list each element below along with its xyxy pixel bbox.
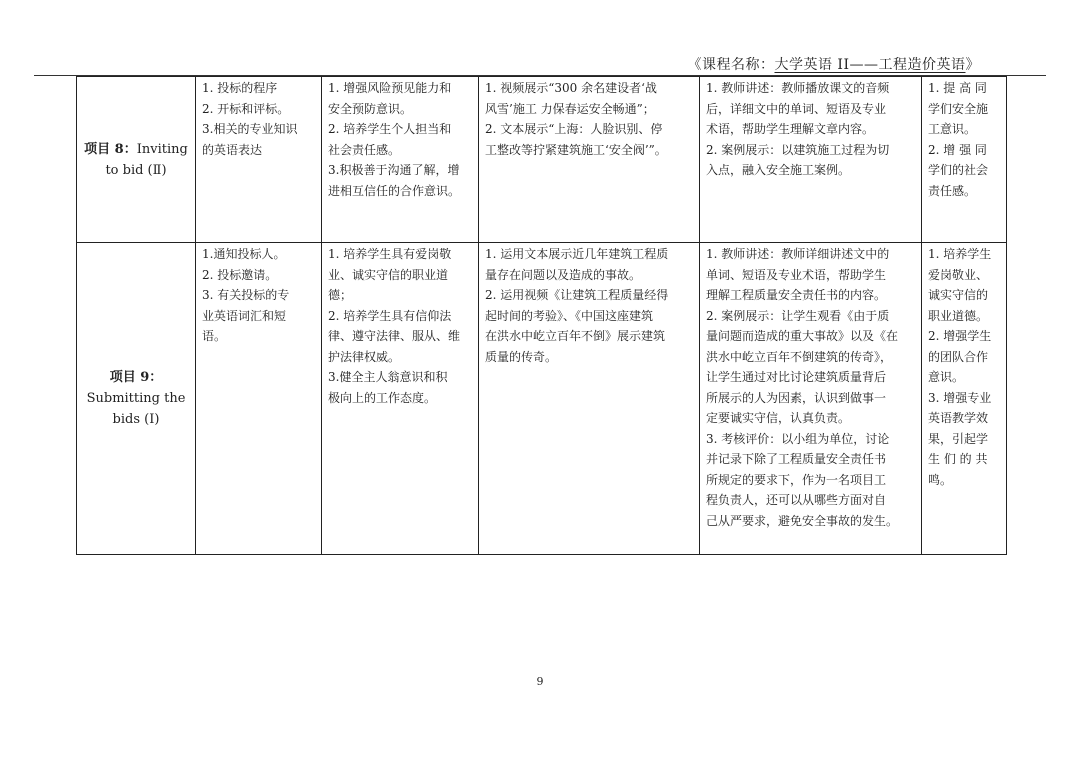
goals-cell: [322, 77, 479, 243]
cell-line: 1. 投标的程序: [202, 81, 278, 95]
goals-cell: [322, 243, 479, 555]
content-cell: [196, 243, 322, 555]
cell-line: 学们安全施: [928, 101, 989, 116]
cell-line: 理解工程质量安全责任书的内容。: [706, 288, 887, 302]
project-subtitle-2: bids (Ⅰ): [112, 412, 160, 427]
resources-cell: [479, 243, 700, 555]
course-header-suffix: 》: [965, 57, 980, 73]
cell-line: 术语，帮助学生理解文章内容。: [706, 122, 875, 136]
cell-line: 工整改等拧紧建筑施工‘安全阀’”。: [485, 142, 667, 157]
cell-line: 起时间的考验》、《中国这座建筑: [485, 308, 654, 323]
cell-line: 安全预防意识。: [328, 101, 413, 116]
cell-line: 程负责人，还可以从哪些方面对自: [706, 493, 887, 507]
cell-line: 让学生通过对比讨论建筑质量背后: [706, 370, 887, 384]
cell-line: 洪水中屹立百年不倒建筑的传奇》，: [706, 349, 893, 364]
effects-cell: [922, 243, 1007, 555]
page-number: 9: [536, 675, 544, 688]
methods-cell: [700, 243, 922, 555]
effects-cell: [922, 77, 1007, 243]
cell-line: 果，引起学: [928, 431, 989, 446]
teaching-plan-table: [76, 76, 1007, 555]
cell-line: 职业道德。: [928, 308, 989, 323]
course-header: [687, 54, 980, 74]
cell-line: 3.相关的专业知识: [202, 122, 298, 136]
cell-line: 定要诚实守信，认真负责。: [706, 411, 851, 425]
cell-line: 2. 运用视频《让建筑工程质量经得: [485, 288, 669, 302]
project-name-cell: [77, 243, 196, 555]
cell-line: 量问题而造成的重大事故》以及《在: [706, 329, 899, 343]
table-row: [77, 77, 1007, 243]
course-name: 大学英语 II——工程造价英语: [774, 57, 966, 73]
cell-line: 责任感。: [928, 183, 977, 198]
resources-cell: [479, 77, 700, 243]
cell-line: 2. 案例展示：以建筑施工过程为切: [706, 142, 890, 157]
cell-line: 己从严要求，避免安全事故的发生。: [706, 513, 899, 528]
cell-line: 1. 教师讲述：教师详细讲述文中的: [706, 247, 890, 261]
cell-line: 在洪水中屹立百年不倒》展示建筑: [485, 329, 666, 343]
cell-line: 诚实守信的: [928, 288, 989, 302]
cell-line: 鸣。: [928, 472, 953, 487]
cell-line: 业、诚实守信的职业道: [328, 267, 449, 282]
cell-line: 后，详细文中的单词、短语及专业: [706, 101, 887, 116]
cell-line: 意识。: [928, 370, 965, 384]
project-subtitle-2: to bid (Ⅱ): [105, 162, 167, 178]
cell-line: 1. 培养学生具有爱岗敬: [328, 247, 452, 261]
cell-line: 的团队合作: [928, 349, 989, 364]
cell-line: 1. 运用文本展示近几年建筑工程质: [485, 247, 669, 261]
cell-line: 学们的社会: [928, 163, 989, 177]
cell-line: 生 们 的 共: [928, 452, 988, 466]
cell-line: 所规定的要求下，作为一名项目工: [706, 472, 887, 487]
cell-line: 律、遵守法律、服从、维: [328, 329, 461, 343]
cell-line: 3. 有关投标的专: [202, 288, 290, 302]
cell-line: 并记录下除了工程质量安全责任书: [706, 452, 887, 466]
cell-line: 德；: [328, 288, 353, 302]
cell-line: 2. 培养学生具有信仰法: [328, 308, 452, 323]
cell-line: 3.积极善于沟通了解，增: [328, 163, 460, 177]
cell-line: 风雪’施工 力保春运安全畅通”；: [485, 101, 655, 116]
cell-line: 爱岗敬业、: [928, 267, 989, 282]
cell-line: 2. 投标邀请。: [202, 267, 278, 282]
cell-line: 3. 考核评价：以小组为单位，讨论: [706, 431, 890, 446]
cell-line: 单词、短语及专业术语，帮助学生: [706, 267, 887, 282]
project-subtitle-1: Submitting the: [86, 391, 186, 406]
cell-line: 2. 案例展示：让学生观看《由于质: [706, 308, 890, 323]
cell-line: 业英语词汇和短: [202, 308, 287, 323]
cell-line: 2. 培养学生个人担当和: [328, 122, 452, 136]
cell-line: 3. 增强专业: [928, 390, 992, 405]
cell-line: 1. 教师讲述：教师播放课文的音频: [706, 81, 890, 95]
methods-cell: [700, 77, 922, 243]
cell-line: 质量的传奇。: [485, 349, 558, 364]
cell-line: 1. 培养学生: [928, 247, 992, 261]
cell-line: 所展示的人为因素，认识到做事一: [706, 390, 887, 405]
cell-line: 进相互信任的合作意识。: [328, 183, 461, 198]
cell-line: 社会责任感。: [328, 142, 401, 157]
cell-line: 英语教学效: [928, 411, 989, 425]
project-name-cell: [77, 77, 196, 243]
cell-line: 2. 开标和评标。: [202, 101, 290, 116]
cell-line: 3.健全主人翁意识和积: [328, 370, 448, 384]
cell-line: 1. 提 高 同: [928, 81, 987, 95]
cell-line: 1. 视频展示“300 余名建设者‘战: [485, 81, 657, 95]
cell-line: 工意识。: [928, 122, 977, 136]
cell-line: 语。: [202, 329, 227, 343]
course-header-prefix: 《课程名称：: [687, 57, 775, 73]
table-row: [77, 243, 1007, 555]
cell-line: 1. 增强风险预见能力和: [328, 81, 452, 95]
cell-line: 1.通知投标人。: [202, 247, 286, 261]
cell-line: 2. 增 强 同: [928, 142, 987, 157]
content-cell: [196, 77, 322, 243]
project-title: 项目 9：: [109, 370, 163, 385]
cell-line: 量存在问题以及造成的事故。: [485, 267, 642, 282]
cell-line: 极向上的工作态度。: [328, 390, 437, 405]
project-subtitle-1: Inviting: [136, 141, 188, 157]
cell-line: 入点，融入安全施工案例。: [706, 163, 851, 177]
project-title: 项目 8：: [84, 141, 137, 157]
cell-line: 2. 文本展示“上海：人脸识别、停: [485, 122, 663, 136]
cell-line: 2. 增强学生: [928, 329, 992, 343]
cell-line: 护法律权威。: [328, 349, 401, 364]
cell-line: 的英语表达: [202, 142, 263, 157]
